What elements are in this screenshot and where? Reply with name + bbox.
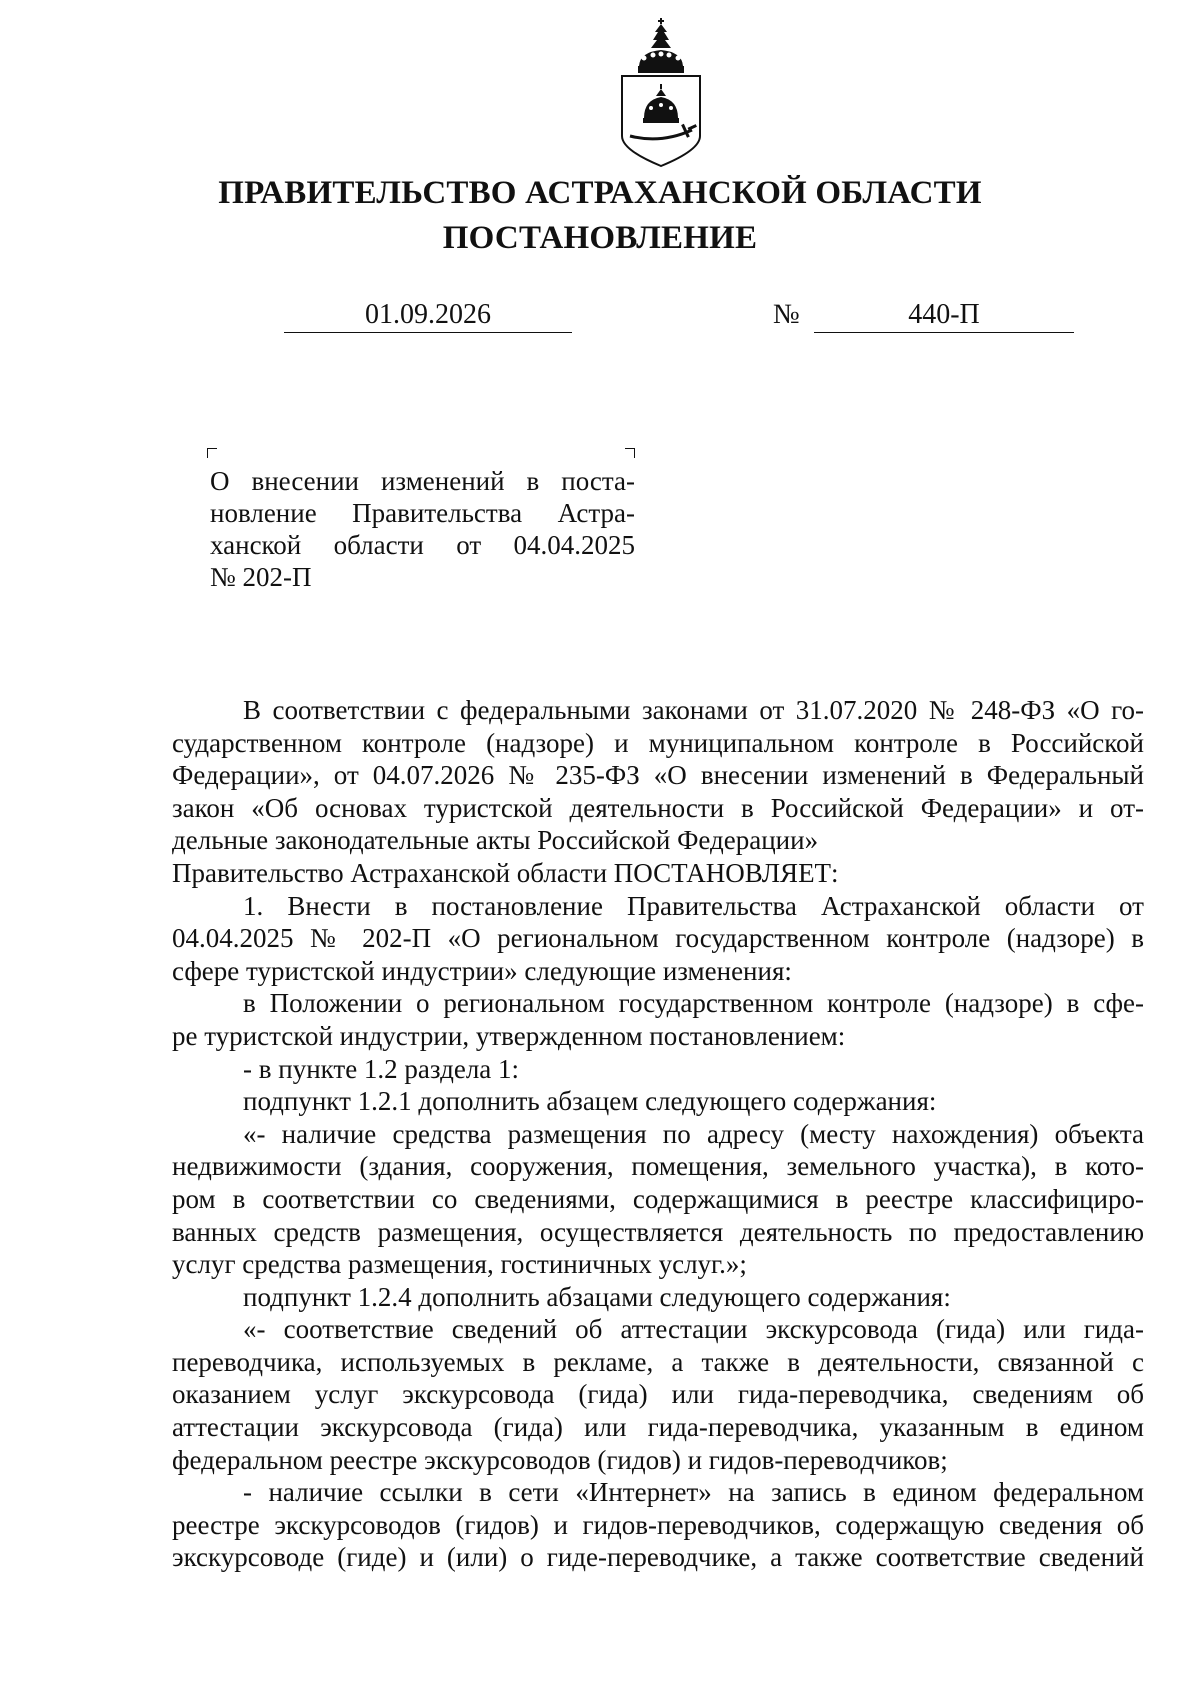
body-line: 1. Внести в постановление Правительства Астраханской области от <box>243 890 1144 921</box>
body-line: экскурсоводе (гиде) и (или) о гиде-переводчике, а также соответствие сведений <box>172 1542 1144 1573</box>
body-line: В соответствии с федеральными законами от 31.07.2020 № 248-ФЗ «О го- <box>243 695 1144 725</box>
body-line: закон «Об основах туристской деятельности в Российской Федерации» и от- <box>172 792 1144 823</box>
body-line: «- наличие средства размещения по адресу (месту нахождения) объекта <box>243 1118 1144 1149</box>
document-body <box>172 694 1144 1574</box>
body-line: подпункт 1.2.4 дополнить абзацами следующего содержания: <box>243 1281 951 1312</box>
astrakhan-coat-of-arms-icon <box>614 18 708 170</box>
subject-line: О внесении изменений в поста- <box>210 466 635 496</box>
subject-corner-left <box>207 448 217 458</box>
document-date: 01.09.2026 <box>284 298 572 333</box>
body-line: недвижимости (здания, сооружения, помещения, земельного участка), в кото- <box>172 1151 1144 1182</box>
body-line: переводчика, используемых в рекламе, а также в деятельности, связанной с <box>172 1346 1144 1377</box>
body-line: ванных средств размещения, осуществляется деятельность по предоставлению <box>172 1216 1144 1247</box>
number-sign: № <box>773 299 800 330</box>
body-line: Федерации», от 04.07.2026 № 235-ФЗ «О внесении изменений в Федеральный <box>172 760 1144 791</box>
body-line: услуг средства размещения, гостиничных услуг.»; <box>172 1249 747 1280</box>
body-line: ре туристской индустрии, утвержденном постановлением: <box>172 1020 846 1051</box>
body-line: Правительство Астраханской области ПОСТАНОВЛЯЕТ: <box>172 857 839 888</box>
organization-title: ПРАВИТЕЛЬСТВО АСТРАХАНСКОЙ ОБЛАСТИ <box>218 175 982 211</box>
body-line: в Положении о региональном государственном контроле (надзоре) в сфе- <box>243 988 1144 1019</box>
body-line: - наличие ссылки в сети «Интернет» на запись в едином федеральном <box>243 1477 1144 1508</box>
body-line: сударственном контроле (надзоре) и муниципальном контроле в Российской <box>172 727 1144 758</box>
body-line: дельные законодательные акты Российской Федерации» <box>172 825 819 856</box>
body-line: - в пункте 1.2 раздела 1: <box>243 1053 520 1084</box>
body-line: подпункт 1.2.1 дополнить абзацем следующего содержания: <box>243 1086 937 1117</box>
body-line: федеральном реестре экскурсоводов (гидов) и гидов-переводчиков; <box>172 1444 948 1475</box>
body-line: «- соответствие сведений об аттестации экскурсовода (гида) или гида- <box>243 1314 1144 1345</box>
body-line: сфере туристской индустрии» следующие изменения: <box>172 955 792 986</box>
body-line: реестре экскурсоводов (гидов) и гидов-переводчиков, содержащую сведения об <box>172 1509 1144 1540</box>
body-line: аттестации экскурсовода (гида) или гида-переводчика, указанным в едином <box>172 1412 1144 1443</box>
body-line: оказанием услуг экскурсовода (гида) или гида-переводчика, сведениям об <box>172 1379 1144 1410</box>
subject-line: ханской области от 04.04.2025 <box>210 530 635 560</box>
subject-line: новление Правительства Астра- <box>210 498 635 528</box>
document-type-title: ПОСТАНОВЛЕНИЕ <box>442 220 758 256</box>
subject-line: № 202-П <box>210 562 312 592</box>
document-subject <box>210 465 635 593</box>
document-number: 440-П <box>814 298 1074 333</box>
body-line: 04.04.2025 № 202-П «О региональном государственном контроле (надзоре) в <box>172 923 1144 954</box>
subject-corner-right <box>625 448 635 458</box>
body-line: ром в соответствии со сведениями, содержащимися в реестре классифициро- <box>172 1183 1144 1214</box>
